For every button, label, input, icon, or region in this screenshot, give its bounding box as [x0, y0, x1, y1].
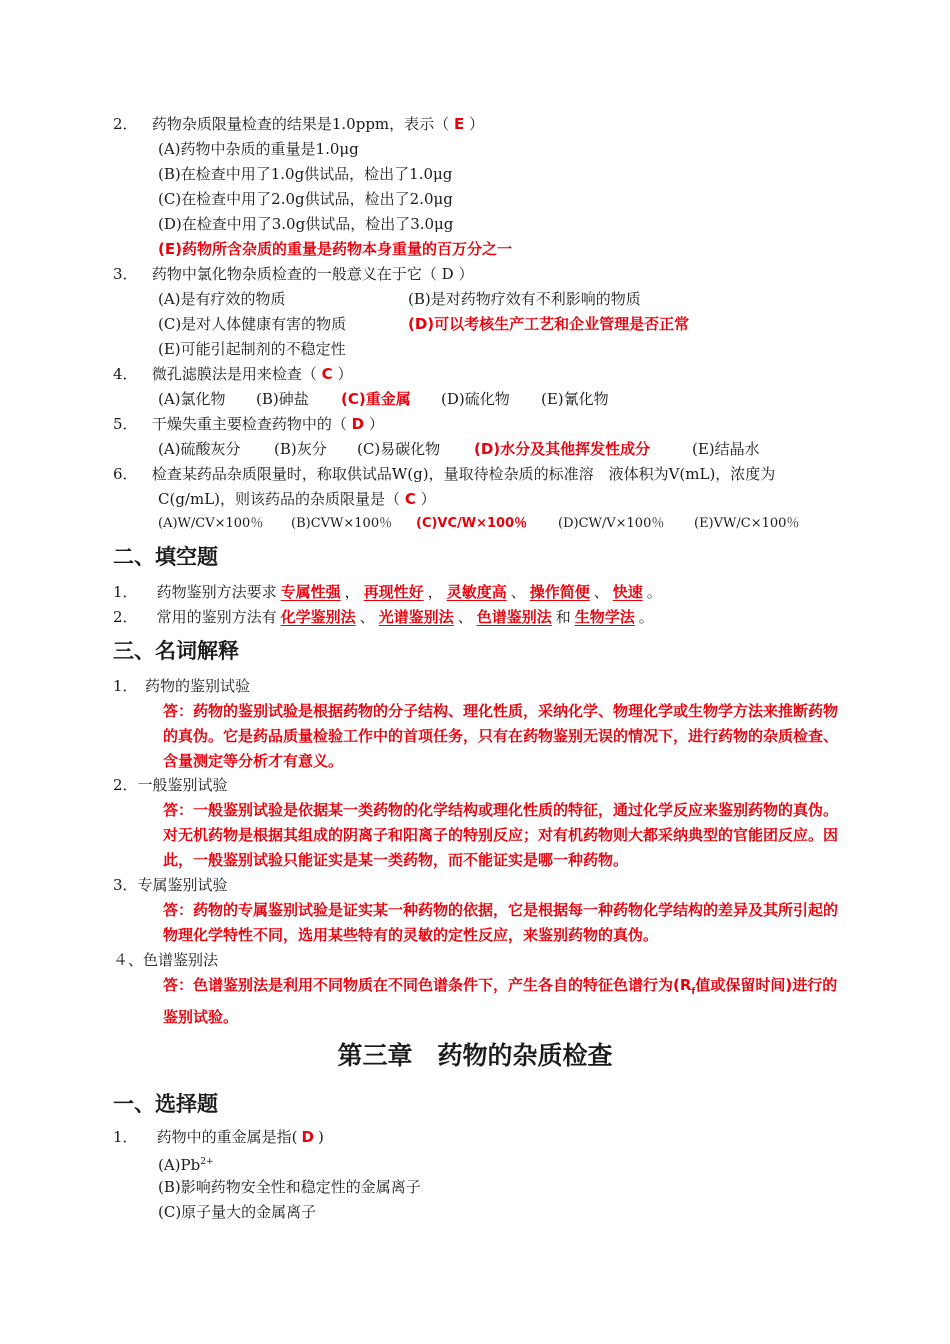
question-1 — [113, 1127, 324, 1147]
separator: 。 — [646, 583, 662, 601]
blank-answer: 色谱鉴别法 — [476, 608, 552, 626]
question-text: 检查某药品杂质限量时，称取供试品W(g)，量取待检杂质的标准溶 液体积为V(mL)，浓度为 — [151, 465, 776, 483]
question-close: ） — [468, 115, 484, 133]
answer-letter: D — [301, 1128, 314, 1146]
separator: ， — [344, 583, 360, 601]
correct-option: (C)重金属 — [341, 390, 411, 408]
option-e: (E)可能引起制剂的不稳定性 — [158, 340, 346, 358]
correct-option: (C)VC/W×100％ — [416, 516, 528, 531]
term-title: ４、色谱鉴别法 — [113, 951, 219, 969]
blank-answer: 光谱鉴别法 — [378, 608, 454, 626]
question-3 — [113, 264, 473, 284]
blank-answer: 灵敏度高 — [446, 583, 507, 601]
option-a: (A)W/CV×100％ — [158, 516, 264, 531]
question-5 — [113, 414, 384, 434]
term-title: 1． 药物的鉴别试验 — [113, 677, 251, 695]
blank-answer: 生物学法 — [574, 608, 635, 626]
option-d: (D)硫化物 — [441, 390, 510, 408]
option: (D)在检查中用了3.0g供试品，检出了3.0μg — [158, 215, 454, 233]
blank-answer: 专属性强 — [280, 583, 341, 601]
question-text: 药物中氯化物杂质检查的一般意义在于它（ — [151, 265, 437, 283]
fill-question-2 — [113, 607, 654, 627]
question-close: ） — [420, 490, 436, 508]
option-b: (B)砷盐 — [256, 390, 309, 408]
question-text: 药物中的重金属是指( — [156, 1128, 298, 1146]
term-answer: 答：一般鉴别试验是依据某一类药物的化学结构或理化性质的特征，通过化学反应来鉴别药物的真伪。对无机药物是根据其组成的阴离子和阳离子的特别反应；对有机药物则大都采纳典型的官能团反应。因此，一般鉴别试验只能证实是某一类药物，而不能证实是哪一种药物。 — [163, 801, 839, 869]
option-text: (A)Pb — [158, 1156, 201, 1174]
option-a — [158, 1152, 214, 1175]
question-text: 微孔滤膜法是用来检查（ — [151, 365, 317, 383]
answer-text: 值或保留时间)进行的鉴别试验。 — [163, 976, 838, 1026]
option: (C)在检查中用了2.0g供试品，检出了2.0μg — [158, 190, 453, 208]
answer-letter: C — [321, 365, 333, 383]
option-c: (C)是对人体健康有害的物质 — [158, 315, 347, 333]
option: (B)在检查中用了1.0g供试品，检出了1.0μg — [158, 165, 453, 183]
question-close: ) — [317, 1128, 324, 1146]
correct-option: (D)可以考核生产工艺和企业管理是否正常 — [408, 315, 690, 333]
option-b: (B)CVW×100％ — [291, 516, 393, 531]
option-b: (B)是对药物疗效有不利影响的物质 — [408, 290, 641, 308]
correct-option: (E)药物所含杂质的重量是药物本身重量的百万分之一 — [158, 240, 512, 258]
answer-letter-plain: D — [441, 265, 454, 283]
blank-answer: 操作简便 — [529, 583, 590, 601]
fill-question-1 — [113, 582, 662, 602]
separator: 、 — [457, 608, 473, 626]
answer-letter: E — [453, 115, 465, 133]
option-a: (A)硫酸灰分 — [158, 440, 241, 458]
term-answer — [163, 973, 843, 1030]
question-text: 药物鉴别方法要求 — [156, 583, 277, 601]
question-number: 5． — [113, 415, 138, 433]
separator: 、 — [510, 583, 526, 601]
separator: ， — [427, 583, 443, 601]
question-number: 1． — [113, 1128, 138, 1146]
correct-option: (D)水分及其他挥发性成分 — [474, 440, 651, 458]
question-text: C(g/mL)，则该药品的杂质限量是（ — [158, 490, 401, 508]
option-e: (E)氰化物 — [541, 390, 609, 408]
separator: 、 — [359, 608, 375, 626]
question-close: ） — [368, 415, 384, 433]
option-a: (A)氯化物 — [158, 390, 226, 408]
question-text: 药物杂质限量检查的结果是1.0ppm，表示（ — [151, 115, 450, 133]
answer-letter: C — [404, 490, 416, 508]
section-heading: 二、填空题 — [113, 545, 218, 569]
blank-answer: 快速 — [612, 583, 643, 601]
question-text: 干燥失重主要检查药物中的（ — [151, 415, 347, 433]
option-a: (A)是有疗效的物质 — [158, 290, 286, 308]
question-number: 4． — [113, 365, 138, 383]
option-d: (D)CW/V×100％ — [558, 516, 665, 531]
answer-text: 答：色谱鉴别法是利用不同物质在不同色谱条件下，产生各自的特征色谱行为(R — [163, 976, 692, 994]
question-text: 常用的鉴别方法有 — [156, 608, 277, 626]
answer-letter: D — [351, 415, 365, 433]
option-e: (E)结晶水 — [692, 440, 760, 458]
section-heading: 三、名词解释 — [113, 639, 239, 663]
option-b: (B)灰分 — [274, 440, 327, 458]
section-heading: 一、选择题 — [113, 1092, 218, 1116]
separator: 和 — [555, 608, 571, 626]
question-number: 1． — [113, 583, 138, 601]
separator: 。 — [638, 608, 654, 626]
question-number: 3． — [113, 265, 138, 283]
question-2 — [113, 114, 484, 134]
term-answer: 答：药物的专属鉴别试验是证实某一种药物的依据，它是根据每一种药物化学结构的差异及其所引起的物理化学特性不同，选用某些特有的灵敏的定性反应，来鉴别药物的真伪。 — [163, 901, 839, 944]
separator: 、 — [593, 583, 609, 601]
option-c: (C)易碳化物 — [357, 440, 441, 458]
superscript: 2+ — [200, 1157, 214, 1167]
question-number: 6． — [113, 465, 138, 483]
term-title: 2．一般鉴别试验 — [113, 776, 228, 794]
option: (A)药物中杂质的重量是1.0μg — [158, 140, 359, 158]
rf-subscript: f — [691, 987, 696, 997]
question-close: ） — [337, 365, 353, 383]
question-close: ） — [458, 265, 474, 283]
question-6-line2 — [158, 489, 436, 509]
blank-answer: 再现性好 — [363, 583, 424, 601]
blank-answer: 化学鉴别法 — [280, 608, 356, 626]
question-number: 2． — [113, 115, 138, 133]
question-number: 2． — [113, 608, 138, 626]
term-title: 3．专属鉴别试验 — [113, 876, 228, 894]
option-b: (B)影响药物安全性和稳定性的金属离子 — [158, 1178, 421, 1196]
chapter-title: 第三章 药物的杂质检查 — [337, 1041, 613, 1070]
question-4 — [113, 364, 352, 384]
option-c: (C)原子量大的金属离子 — [158, 1203, 317, 1221]
term-answer: 答：药物的鉴别试验是根据药物的分子结构、理化性质，采纳化学、物理化学或生物学方法来推断药物的真伪。它是药品质量检验工作中的首项任务，只有在药物鉴别无误的情况下，进行药物的杂质检查、含量测定等分析才有意义。 — [163, 702, 839, 770]
question-6 — [113, 464, 775, 484]
option-e: (E)VW/C×100％ — [694, 516, 800, 531]
